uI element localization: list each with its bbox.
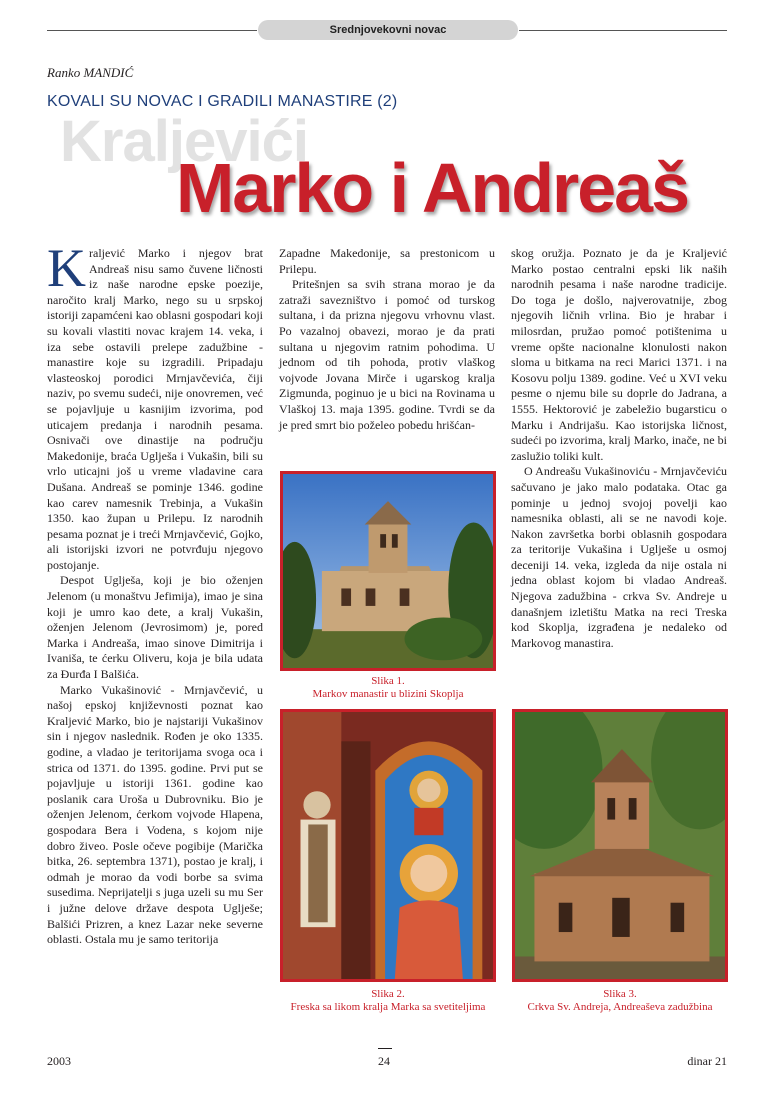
page-number-rule xyxy=(378,1048,392,1049)
paragraph: O Andreašu Vukašinoviću - Mrnjavčeviću sačuvano je jako malo podataka. Otac ga pominje u jednoj svojoj povelji kao namesnika oblasti, ali se ne navodi koje. Nakon završetka borbi oblasnih gospodara za teritorije Vukašina i Uglješe u osmoj deceniji 14. veka, izgleda da nije ostala ni jedna oblast kojom bi vladao Andreaš. Njegova zadužbina - crkva Sv. Andreje u današnjem izletištu Matka na reci Treska kod Skoplja, izgrađena je nedaleko od Markovog manastira. xyxy=(511,464,727,650)
text-column-2 xyxy=(279,246,495,433)
caption-text: Markov manastir u blizini Skoplja xyxy=(312,688,464,700)
figure-1-caption xyxy=(280,675,496,701)
figure-2-photo xyxy=(280,709,496,982)
church-image xyxy=(515,712,725,979)
caption-label: Slika 3. xyxy=(603,988,637,1000)
drop-cap: K xyxy=(47,238,86,298)
figure-1-photo xyxy=(280,471,496,671)
figure-3-photo xyxy=(512,709,728,982)
footer-year: 2003 xyxy=(47,1054,71,1068)
header-rule-left xyxy=(47,30,257,31)
paragraph: skog oružja. Poznato je da je Kraljević Marko postao centralni epski lik naših narodnih pesama i naše narodne tradicije. Do toga je došlo, najverovatnije, zbog njegovih ličnih vrlina. Bio je hrabar i milosrdan, pružao pomoć potištenima u vreme opšte nacionalne klonulosti nakon sloma u bitkama na reci Marici 1371. i na Kosovu polju 1389. godine. Već u XVI veku pesme o njemu bile su doprle do Jadrana, a 1555. Hektorović je zabeležio bugarsticu o Marku i Andrijašu. Kao istorijska ličnost, sudeći po izvorima, kralj Marko, inače, ne bi zaslužio toliki kult. xyxy=(511,246,727,463)
paragraph-text: raljević Marko i njegov brat Andreaš nisu samo čuvene ličnosti iz naše narodne epske poezije, naročito kralj Marko, nego su u srpskoj istoriji zapamćeni kao oblasni gospodari koji su kovali vlastiti novac krajem 14. veka, i iza sebe ostavili prelepe zadužbine - manastire koje su izgradili. Pripadaju vlasteoskoj porodici Mrnjavčevića, čiji naziv, po svemu sudeći, nije onovremen, već se pojavljuje u kasnijim izvorima, pod uticajem predanja i narodnih pesama. Osnivači ove dinastije na području Makedonije, braća Uglješa i Vukašin, bili su vrlo uticajni još u vreme vladavine cara Dušana. Andreaš se pominje 1346. godine kao carev namesnik Trebinja, a Vukašin 1350. kao župan u Prilepu. Iz narodnih pesama poznat je i treći Mrnjavčević, Gojko, ali istorijski izvori ne potvrđuju njegovo postojanje. xyxy=(47,246,263,572)
text-column-3 xyxy=(511,246,727,651)
paragraph xyxy=(47,238,263,573)
caption-label: Slika 1. xyxy=(371,675,405,687)
footer-publication: dinar 21 xyxy=(687,1054,727,1068)
article-title: Marko i Andreaš xyxy=(176,149,689,227)
paragraph: Pritešnjen sa svih strana morao je da zatraži savezništvo i pomoć od turskog sultana, i da prizna njegovu vrhovnu vlast. Po vazalnoj obavezi, morao je da prati sultana u njegovim ratnim pohodima. U jednom od tih pohoda, protiv vlaškog vojvode Jovana Mirče i ugarskog kralja Zigmunda, poginuo je u bici na Rovinama u Vlaškoj 13. maja 1395. godine. Tvrdi se da je pred smrt bio poželeo pobedu hrišćan- xyxy=(279,277,495,432)
figure-2-caption xyxy=(280,988,496,1014)
caption-label: Slika 2. xyxy=(371,988,405,1000)
header-rule-right xyxy=(519,30,727,31)
figure-3-caption xyxy=(512,988,728,1014)
page-number: 24 xyxy=(378,1054,390,1068)
fresco-image xyxy=(283,712,493,979)
ghost-title: Kraljevići xyxy=(60,109,308,174)
monastery-image xyxy=(283,474,493,668)
article-kicker: KOVALI SU NOVAC I GRADILI MANASTIRE (2) xyxy=(47,93,398,110)
text-column-1 xyxy=(47,238,263,948)
paragraph: Zapadne Makedonije, sa prestonicom u Prilepu. xyxy=(279,246,495,276)
paragraph: Marko Vukašinović - Mrnjavčević, u našoj epskoj književnosti poznat kao Kraljević Marko, bio je najstariji Vukašinov sin i njegov naslednik. Rođen je oko 1335. godine, a vladao je teritorijama svoga oca i strica od 1371. do 1395. godine. Prvi put se pojavljuje u istoriji 1361. godine kao poslanik cara Uroša u Dubrovniku. Bio je oženjen Jelenom, ćerkom vojvode Hlapena, gospodara Bera i Vodena, s kojom nije dobro živeo. Posle očeve pogibije (Marička bitka, 26. septembra 1371), postao je kralj, i odmah je morao da vodi borbe sa svima susedima. Neprijatelji s juga uzeli su mu Ser i južne delove države despota Uglješe; Balšići Prizren, a knez Lazar neke severne oblasti. Ostala mu je samo teritorija xyxy=(47,682,263,947)
author-name: Ranko MANDIĆ xyxy=(47,65,134,80)
caption-text: Crkva Sv. Andreja, Andreaševa zadužbina xyxy=(527,1001,713,1013)
section-label: Srednjovekovni novac xyxy=(258,20,518,40)
caption-text: Freska sa likom kralja Marka sa svetiteljima xyxy=(290,1001,486,1013)
paragraph: Despot Uglješa, koji je bio oženjen Jelenom (u monaštvu Jefimija), imao je sina koji je umro kao dete, a kralj Vukašin, oženjen Jelenom (Jevrosimom) je, pored Marka i Andreaša, imao sinove Dimitrija i Ivaniša, te ćerku Oliveru, koja je bila udata za Đurđa I Balšića. xyxy=(47,573,263,682)
